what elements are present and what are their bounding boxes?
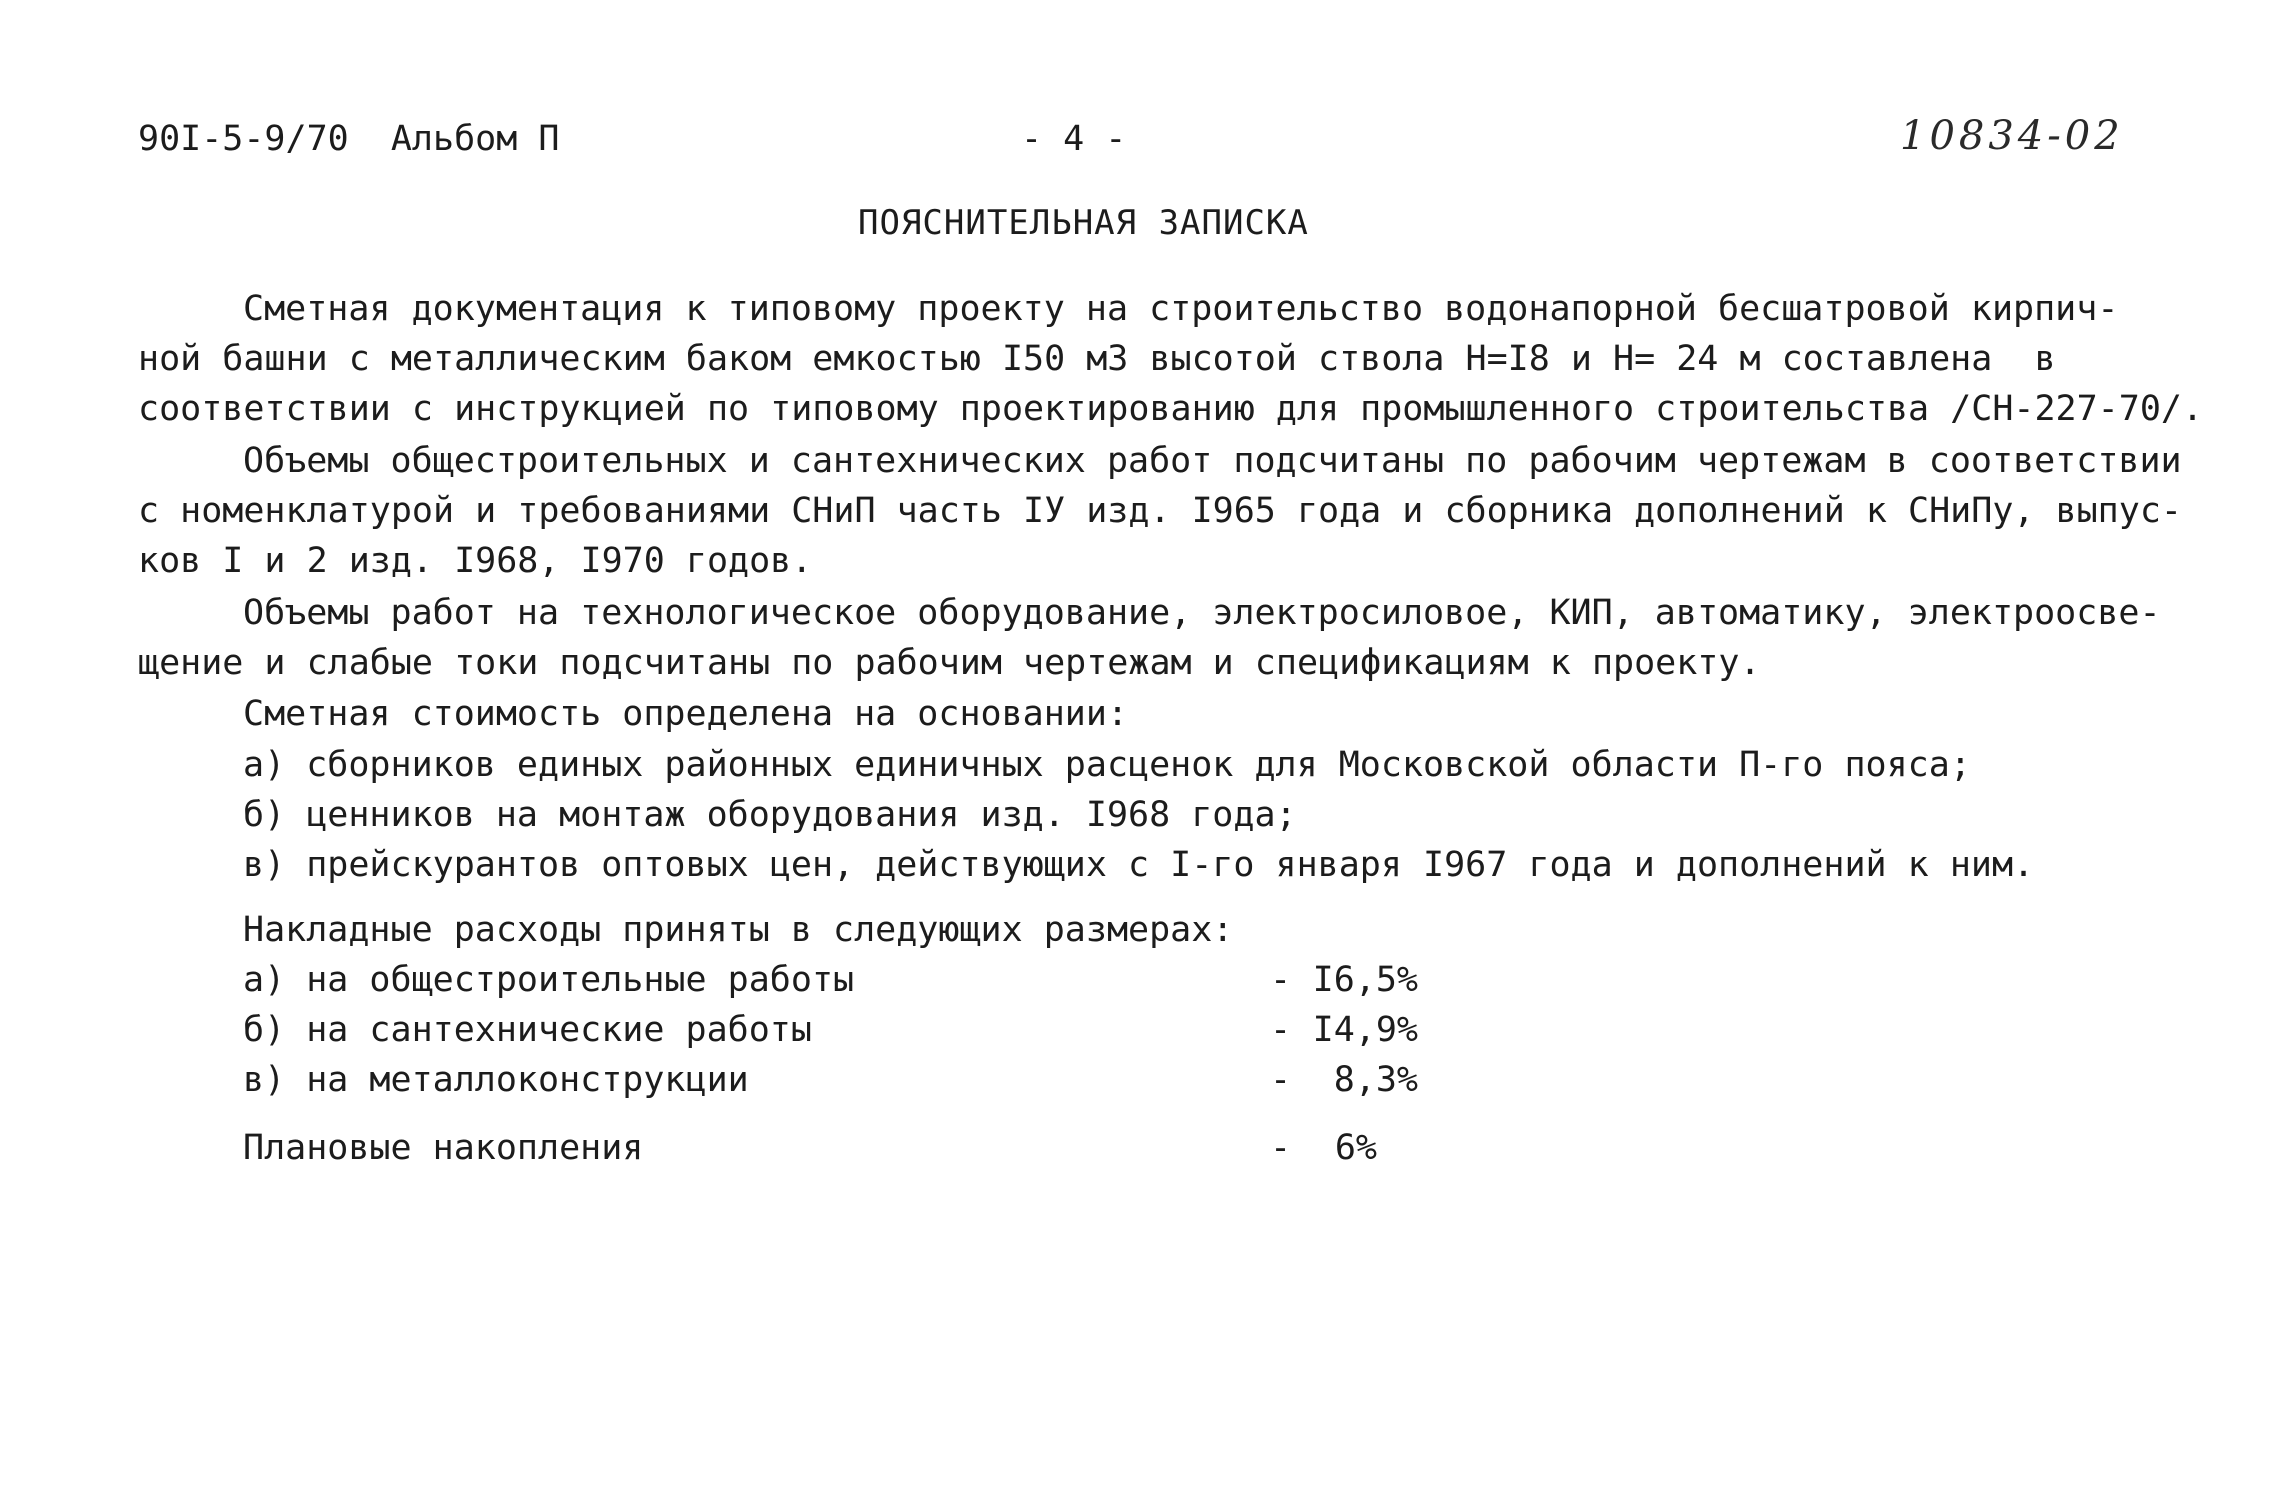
text-line: Накладные расходы приняты в следующих размерах:	[243, 910, 1234, 950]
text-line: Объемы общестроительных и сантехнических работ подсчитаны по рабочим чертежам в соответствии	[243, 441, 2182, 481]
planned-label: Плановые накопления	[243, 1128, 644, 1168]
overhead-label: б) на сантехнические работы	[243, 1010, 812, 1050]
text-line: соответствии с инструкцией по типовому проектированию для промышленного строительства /СН-227-70/.	[138, 389, 2204, 429]
text-line: Сметная документация к типовому проекту на строительство водонапорной бесшатровой кирпич-	[243, 289, 2119, 329]
document-title: ПОЯСНИТЕЛЬНАЯ ЗАПИСКА	[858, 203, 1309, 243]
overhead-value: I6,5%	[1312, 960, 1418, 1000]
overhead-dash: -	[1270, 1010, 1292, 1050]
list-item: б) ценников на монтаж оборудования изд. I968 года;	[243, 795, 1297, 835]
overhead-label: а) на общестроительные работы	[243, 960, 855, 1000]
text-line: щение и слабые токи подсчитаны по рабочим чертежам и спецификациям к проекту.	[138, 643, 1761, 683]
page-number: - 4 -	[1021, 119, 1127, 159]
text-line: ной башни с металлическим баком емкостью I50 м3 высотой ствола Н=I8 и Н= 24 м составлена в	[138, 339, 2056, 379]
text-line: с номенклатурой и требованиями СНиП часть IУ изд. I965 года и сборника дополнений к СНиПу, выпус-	[138, 491, 2182, 531]
document-code: 90I-5-9/70 Альбом П	[138, 119, 560, 159]
text-line: Сметная стоимость определена на основании:	[243, 694, 1129, 734]
overhead-dash: -	[1270, 960, 1292, 1000]
list-item: в) прейскурантов оптовых цен, действующих с I-го января I967 года и дополнений к ним.	[243, 845, 2035, 885]
planned-dash: -	[1270, 1128, 1292, 1168]
text-line: ков I и 2 изд. I968, I970 годов.	[138, 541, 813, 581]
overhead-dash: -	[1270, 1060, 1292, 1100]
overhead-value: 8,3%	[1333, 1060, 1418, 1100]
planned-value: 6%	[1334, 1128, 1377, 1168]
overhead-value: I4,9%	[1312, 1010, 1418, 1050]
overhead-label: в) на металлоконструкции	[243, 1060, 749, 1100]
list-item: а) сборников единых районных единичных расценок для Московской области П-го пояса;	[243, 745, 1971, 785]
text-line: Объемы работ на технологическое оборудование, электросиловое, КИП, автоматику, электроосве-	[243, 593, 2161, 633]
handwritten-stamp-number: 10834-02	[1900, 113, 2124, 159]
